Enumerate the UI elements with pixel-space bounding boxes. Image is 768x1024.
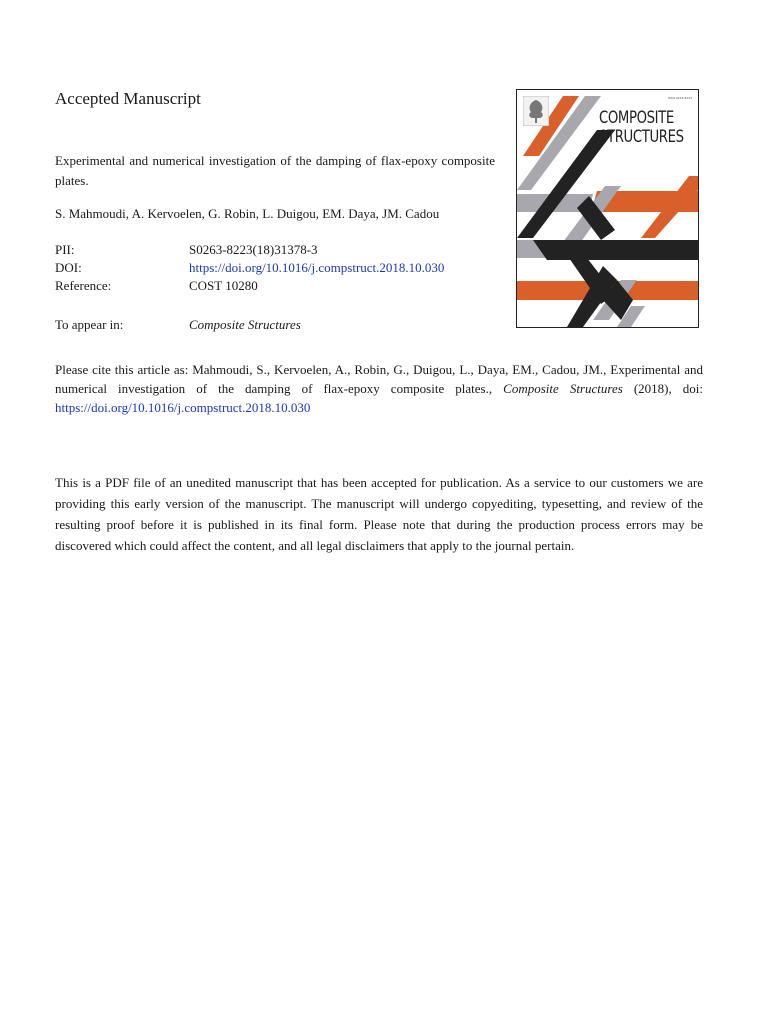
to-appear-row bbox=[55, 317, 301, 333]
doi-link[interactable]: https://doi.org/10.1016/j.compstruct.2018.10.030 bbox=[189, 260, 445, 275]
cover-black-band bbox=[609, 240, 698, 260]
citation-paragraph bbox=[55, 360, 703, 417]
journal-cover-image bbox=[516, 89, 699, 328]
to-appear-label: To appear in: bbox=[55, 317, 124, 332]
article-title: Experimental and numerical investigation of the damping of flax-epoxy composite plates. bbox=[55, 153, 495, 188]
reference-row bbox=[55, 277, 444, 295]
cover-title-line2: STRUCTURES bbox=[599, 127, 684, 147]
publisher-tree-icon bbox=[523, 96, 549, 126]
reference-label: Reference: bbox=[55, 278, 112, 293]
citation-journal: Composite Structures bbox=[503, 381, 623, 396]
article-authors: S. Mahmoudi, A. Kervoelen, G. Robin, L. Duigou, EM. Daya, JM. Cadou bbox=[55, 206, 440, 221]
journal-name: Composite Structures bbox=[189, 317, 301, 332]
reference-value: COST 10280 bbox=[189, 278, 258, 293]
pii-value: S0263-8223(18)31378-3 bbox=[189, 242, 318, 257]
doi-label: DOI: bbox=[55, 260, 82, 275]
cover-title bbox=[599, 108, 684, 147]
doi-row bbox=[55, 259, 444, 277]
pii-row bbox=[55, 241, 444, 259]
manuscript-heading: Accepted Manuscript bbox=[55, 89, 201, 108]
cover-issn: ISSN 0263-8223 bbox=[667, 96, 692, 100]
citation-doi-link[interactable]: https://doi.org/10.1016/j.compstruct.2018.10.030 bbox=[55, 400, 311, 415]
cover-title-line1: COMPOSITE bbox=[599, 108, 674, 128]
citation-prefix: Please cite this article as: Mahmoudi, S., Kervoelen, A., Robin, G., Duigou, L., Daya, EM., Cadou, JM., Experimental and numerical investigation of the damping of flax-epoxy composite plates., bbox=[55, 362, 703, 396]
citation-suffix: (2018), doi: bbox=[622, 381, 704, 396]
article-metadata bbox=[55, 241, 444, 295]
pii-label: PII: bbox=[55, 242, 75, 257]
manuscript-notice: This is a PDF file of an unedited manuscript that has been accepted for publication. As a service to our customers we are providing this early version of the manuscript. The manuscript will undergo copyediting, typesetting, and review of the resulting proof before it is published in its final form. Please note that during the production process errors may be discovered which could affect the content, and all legal disclaimers that apply to the journal pertain. bbox=[55, 475, 703, 553]
